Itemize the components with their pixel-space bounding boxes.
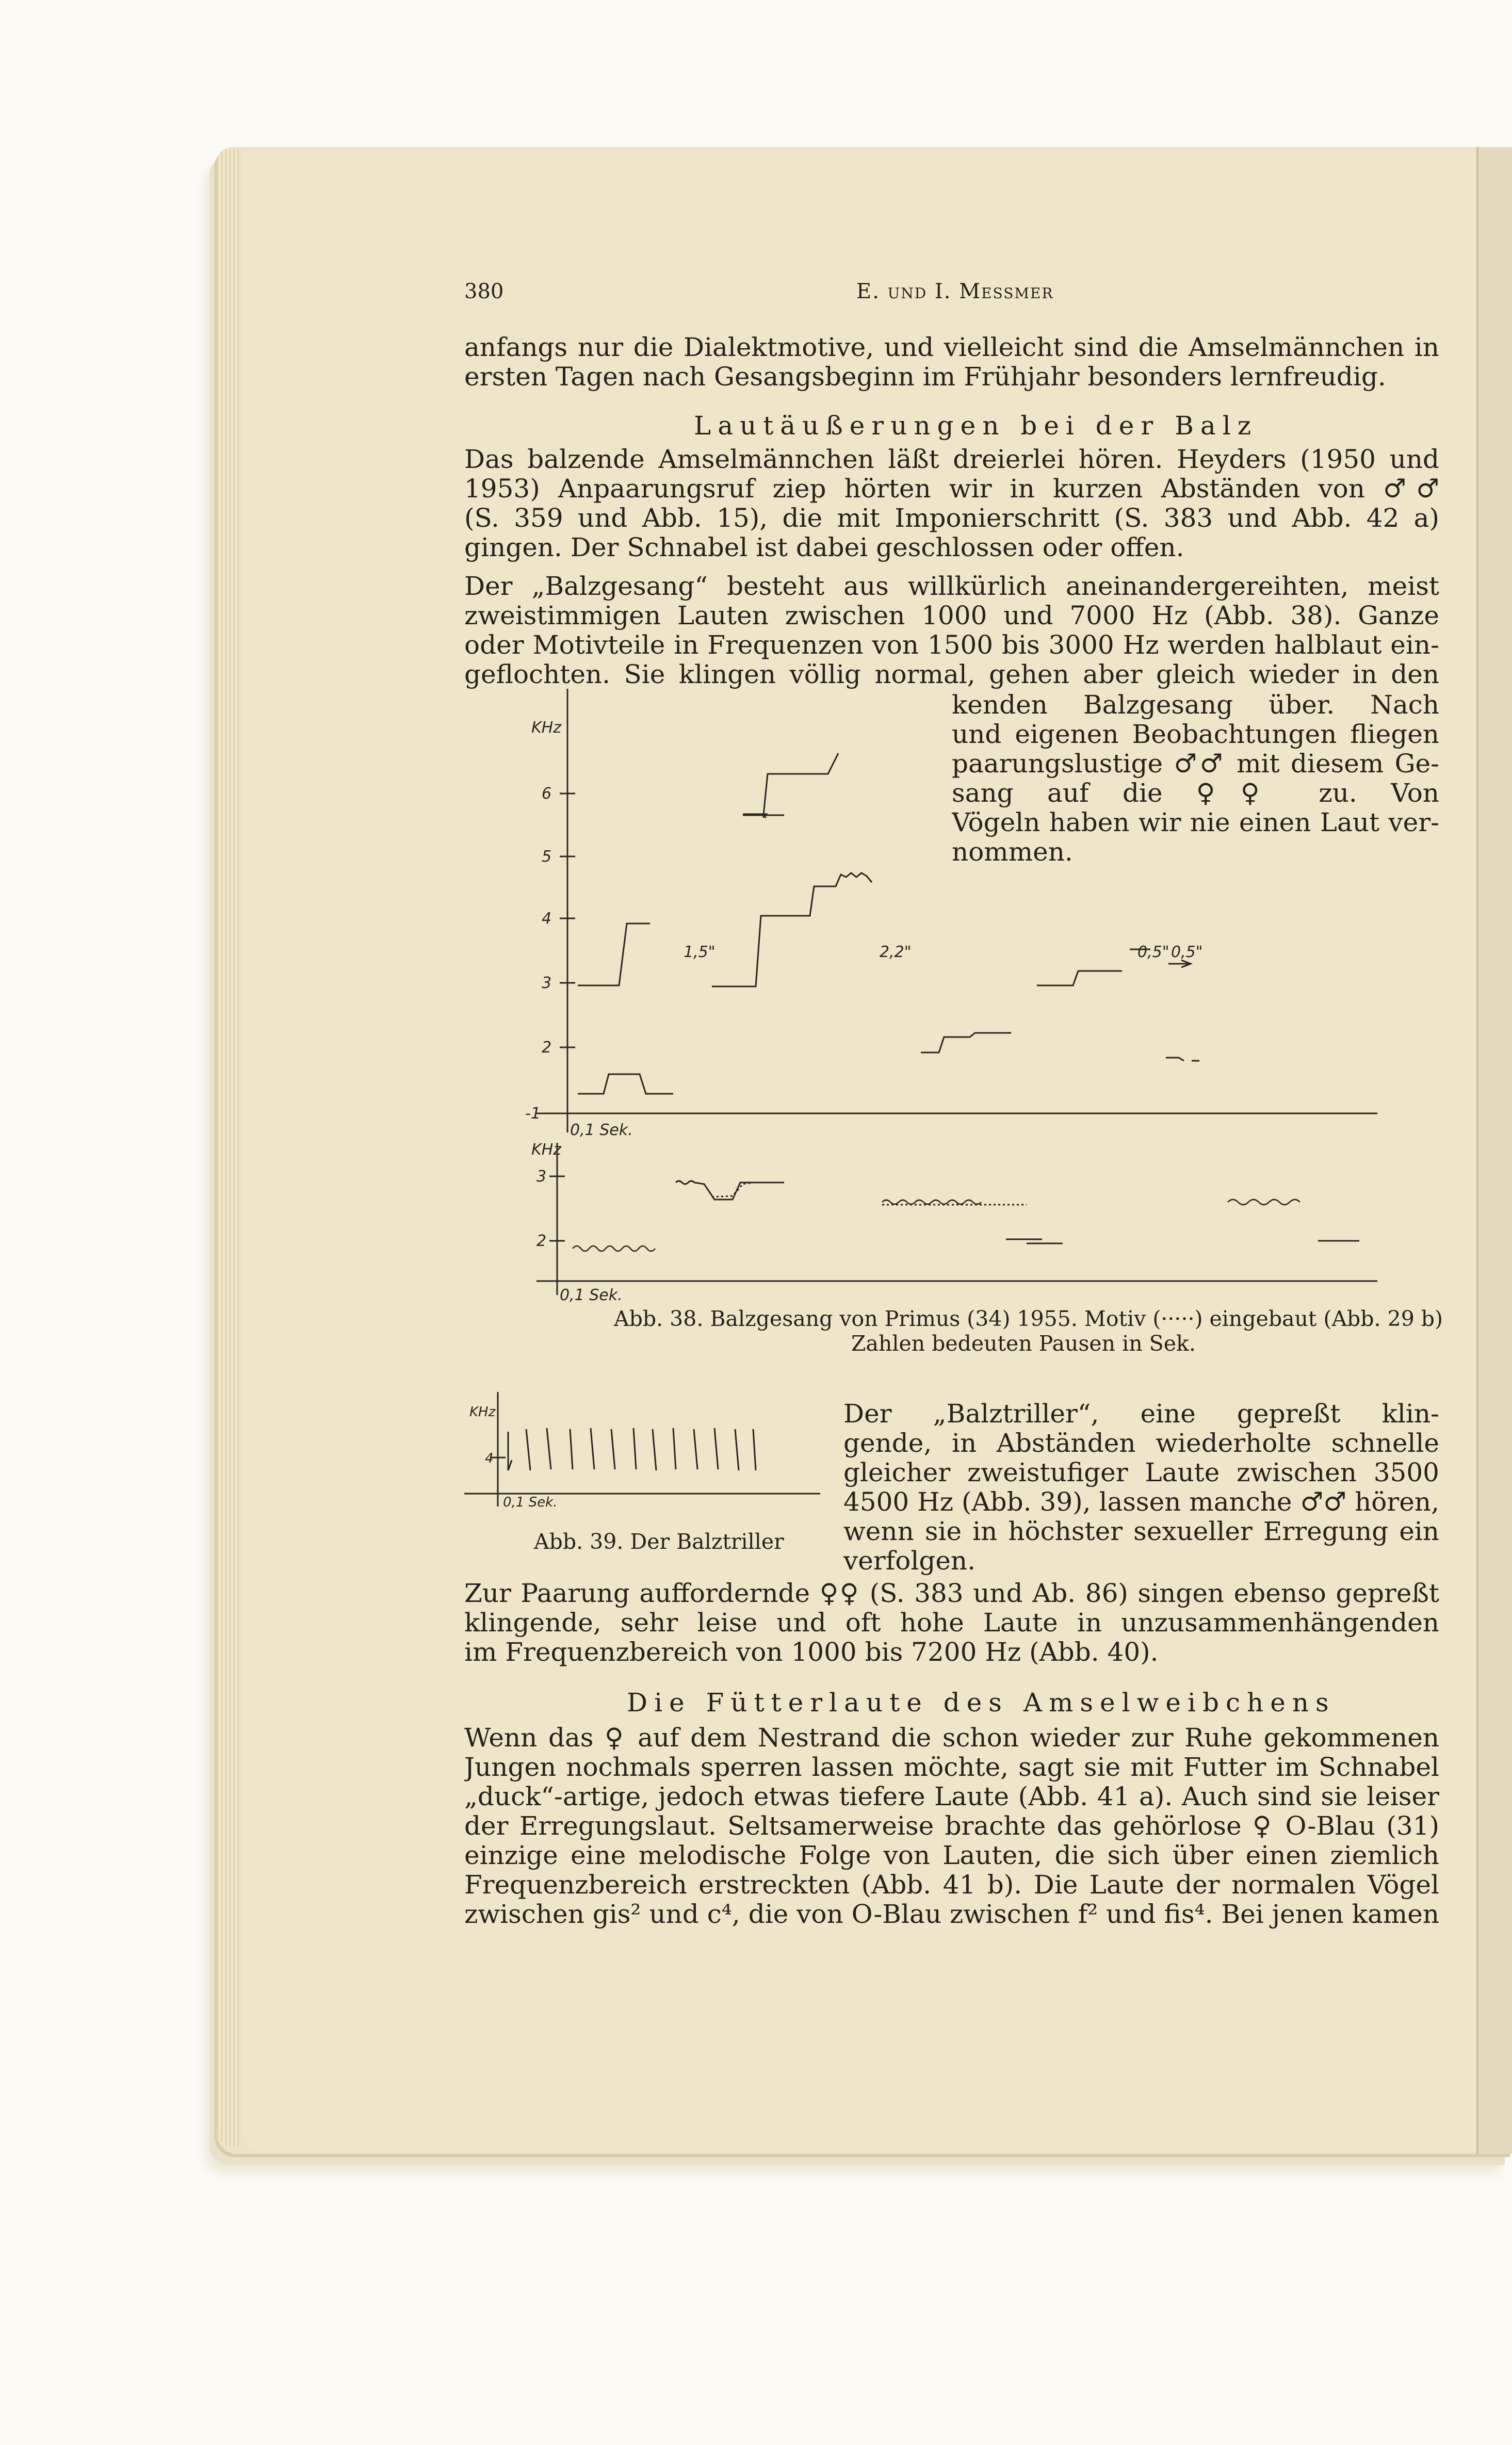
running-title: E. und I. Messmer [856,280,1054,303]
figure-38-caption-line2: Zahlen bedeuten Pausen in Sek. [851,1331,1196,1356]
lower-time-scale: 0,1 Sek. [560,1286,623,1304]
text-line: gende, in Abständen wiederholte schnelle [843,1429,1439,1458]
text-line: Der „Balztriller“, eine gepreßt klin- [843,1399,1439,1429]
trace [1166,1058,1199,1061]
tick-label: 5 [542,848,552,866]
page-edges [217,150,240,2146]
trace [1037,971,1122,985]
text-line: Das balzende Amselmännchen läßt dreierlei hören. Heyders (1950 und [464,445,1439,474]
text-line: geflochten. Sie klingen völlig normal, gehen aber gleich wieder in den [464,660,1439,689]
tick-label: -1 [525,1105,541,1123]
text-line: zwischen gis² und c⁴, die von O-Blau zwischen f² und fis⁴. Bei jenen kamen [464,1900,1439,1929]
text-line: Der „Balzgesang“ besteht aus willkürlich aneinandergereihten, meist [464,572,1439,601]
pause-label: 2,2" [880,943,912,961]
text-line: Jungen nochmals sperren lassen möchte, sagt sie mit Futter im Schnabel [464,1753,1439,1782]
section-heading-fuetterlaute: Die Fütterlaute des Amselweibchens [627,1688,1336,1718]
upper-axis-unit: KHz [531,719,561,737]
axis-unit: KHz [469,1404,496,1420]
trace [1006,1239,1063,1243]
pause-label: 1,5" [684,943,716,961]
pause-label: 0,5" [1137,943,1169,961]
trace [712,916,779,986]
figure-38-caption-line1: Abb. 38. Balzgesang von Primus (34) 1955. Motiv (·····) eingebaut (Abb. 29 b) [614,1306,1443,1331]
text-line: oder Motivteile in Frequenzen von 1500 bis 3000 Hz werden halblaut ein- [464,630,1439,660]
trace [921,1033,1011,1053]
facing-page-edge [1476,147,1512,2154]
trace [743,753,838,815]
paragraph-balzgesang [464,572,1439,689]
figure-39-caption: Abb. 39. Der Balztriller [534,1529,784,1554]
trace [578,1074,673,1094]
paragraph-intro [464,333,1439,392]
text-line: Zur Paarung auffordernde ♀♀ (S. 383 und Ab. 86) singen ebenso gepreßt [464,1579,1439,1608]
text-line: 4500 Hz (Abb. 39), lassen manche ♂♂ hören, [843,1487,1439,1517]
trace [882,1200,981,1204]
trace [776,873,872,916]
tick-label: 3 [542,974,552,992]
text-line: gleicher zweistufiger Laute zwischen 3500 [843,1458,1439,1487]
trace [573,1246,655,1251]
text-line: klingende, sehr leise und oft hohe Laute in unzusammenhängenden [464,1608,1439,1638]
lower-axis-unit: KHz [531,1141,561,1159]
text-line: Vögeln haben wir nie einen Laut ver- [952,808,1439,837]
text-line: einzige eine melodische Folge von Lauten, die sich über einen ziemlich [464,1841,1439,1870]
trace [712,1183,753,1197]
tick-label: 2 [542,1039,552,1057]
tick-label: 2 [536,1232,547,1250]
text-line: wenn sie in höchster sexueller Erregung ein [843,1517,1439,1546]
trace [1228,1200,1300,1205]
text-line: gingen. Der Schnabel ist dabei geschlossen oder offen. [464,533,1184,562]
text-line: sang auf die ♀♀ zu. Von [952,779,1439,808]
trace [763,815,784,818]
paragraph-triller [843,1399,1439,1576]
text-line: Wenn das ♀ auf dem Nestrand die schon wieder zur Ruhe gekommenen [464,1723,1439,1753]
figure-39-sonagram [464,1388,825,1512]
tick-label: 6 [542,785,552,803]
paragraph-paarung [464,1579,1439,1667]
arrow [1168,960,1191,967]
paragraph-fuetterlaute [464,1723,1439,1929]
text-line: „duck“-artige, jedoch etwas tiefere Laute (Abb. 41 a). Auch sind sie leiser [464,1782,1439,1811]
text-line: 1953) Anpaarungsruf ziep hörten wir in kurzen Abständen von ♂♂ [464,474,1439,504]
text-line: zweistimmigen Lauten zwischen 1000 und 7000 Hz (Abb. 38). Ganze [464,601,1439,630]
tick-label: 3 [536,1168,547,1186]
text-line: anfangs nur die Dialektmotive, und vielleicht sind die Amselmännchen in [464,333,1439,362]
text-line: verfolgen. [843,1546,976,1576]
text-line: und eigenen Beobachtungen fliegen [952,720,1439,749]
text-line: ersten Tagen nach Gesangsbeginn im Frühjahr besonders lernfreudig. [464,362,1386,392]
tick-label: 4 [485,1451,494,1466]
text-line: nommen. [952,837,1073,867]
text-line: Frequenzbereich erstreckten (Abb. 41 b). Die Laute der normalen Vögel [464,1870,1439,1900]
trace [676,1181,784,1200]
triller-marks [508,1428,756,1470]
text-line: (S. 359 und Abb. 15), die mit Imponierschritt (S. 383 und Abb. 42 a) [464,504,1439,533]
figure-38-sonagram [516,681,1393,1305]
paragraph-balz [464,445,1439,562]
time-scale: 0,1 Sek. [503,1495,558,1510]
text-line: im Frequenzbereich von 1000 bis 7200 Hz (Abb. 40). [464,1638,1159,1667]
text-line: paarungslustige ♂♂ mit diesem Ge- [952,749,1439,779]
page-number: 380 [464,280,504,303]
section-heading-balz: Lautäußerungen bei der Balz [694,411,1258,441]
upper-time-scale: 0,1 Sek. [570,1121,633,1139]
text-line: der Erregungslaut. Seltsamerweise brachte das gehörlose ♀ O-Blau (31) [464,1811,1439,1841]
trace [578,924,650,985]
tick-label: 4 [542,910,552,928]
pause-label: 0,5" [1171,943,1203,961]
text-line: kenden Balzgesang über. Nach [952,690,1439,720]
